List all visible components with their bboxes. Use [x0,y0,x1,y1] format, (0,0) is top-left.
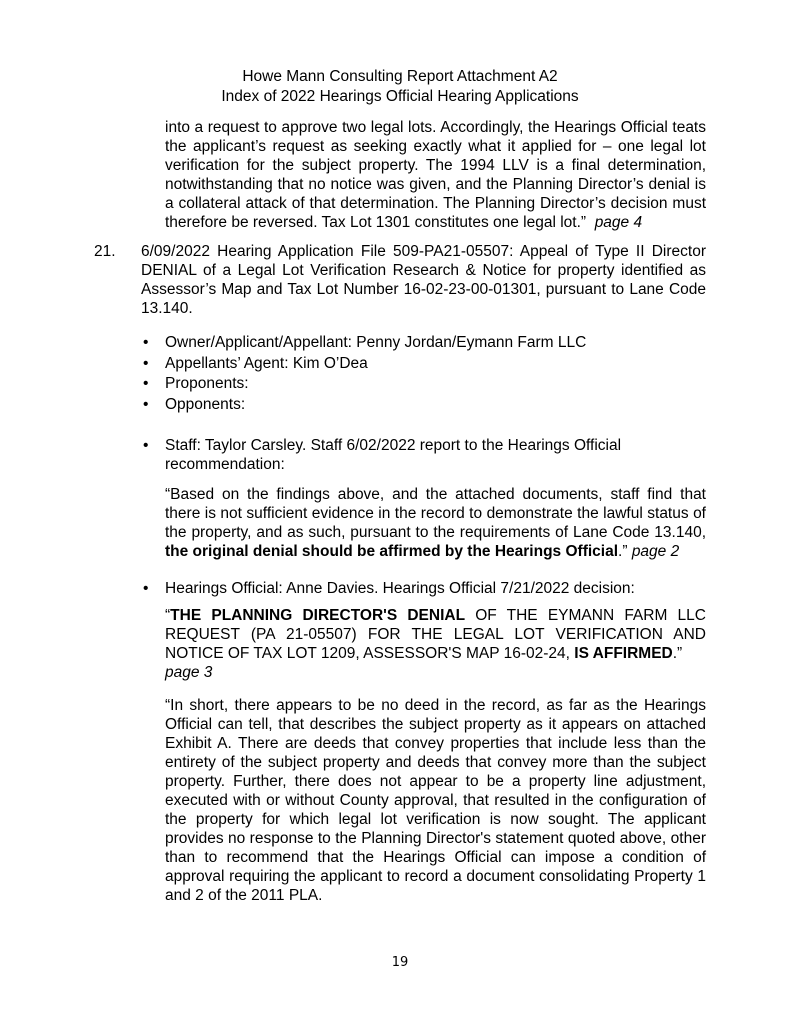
decision-quote-open: “ [165,607,171,624]
findings-quote: “In short, there appears to be no deed in the record, as far as the Hearings Official can tell, that describes the subject property as it appears on attached Exhibit A. There are deeds that convey properties that include less than the entirety of the subject property and deeds that convey more than the subject property. Further, there does not appear to be a property line adjustment, executed with or without County approval, that resulted in the configuration of the property for which legal lot verification is now sought. The applicant provides no response to the Planning Director's statement quoted above, other than to recommend that the Hearings Official can impose a condition of approval requiring the applicant to record a document consolidating Property 1 and 2 of the 2011 PLA. [165,697,706,904]
decision-page-ref: page 3 [165,664,213,681]
continued-quote [165,118,706,232]
document-header [0,67,800,107]
party-owner: • Owner/Applicant/Appellant: Penny Jordan/Eymann Farm LLC [140,333,586,354]
continued-quote-page-ref: page 4 [594,214,643,231]
party-agent: • Appellants’ Agent: Kim O’Dea [140,354,586,375]
continued-quote-text: into a request to approve two legal lots. Accordingly, the Hearings Official teats the applicant’s request as seeking exactly what it applied for – one legal lot verification for the subject property. The 1994 LLV is a final determination, notwithstanding that no notice was given, and the Planning Director’s denial is a collateral attack of that determination. The Planning Director’s decision must therefore be reversed. Tax Lot 1301 constitutes one legal lot.” [165,119,706,231]
staff-label: Staff: Taylor Carsley. Staff 6/02/2022 report to the Hearings Official recommendation: [165,437,622,473]
party-proponents: • Proponents: [140,374,586,395]
parties-list [140,333,586,415]
bullet-icon: • [143,437,149,454]
decision-quote-text: OF THE EYMANN FARM LLC REQUEST (PA 21-05507) FOR THE LEGAL LOT VERIFICATION AND NOTICE OF TAX LOT 1209, ASSESSOR'S MAP 16-02-24, [165,607,706,662]
staff-quote-bold: the original denial should be affirmed by the Hearings Official [165,543,619,560]
header-subtitle: Index of 2022 Hearings Official Hearing Applications [221,88,579,105]
decision-quote-end: .” [672,645,683,662]
hearings-official-label: Hearings Official: Anne Davies. Hearings Official 7/21/2022 decision: [165,580,635,597]
staff-quote-text: “Based on the findings above, and the attached documents, staff find that there is not sufficient evidence in the record to demonstrate the lawful status of the property, and as such, pursuant to the requirements of Lane Code 13.140, [165,486,706,541]
decision-quote [165,606,706,682]
header-title: Howe Mann Consulting Report Attachment A2 [242,68,558,85]
bullet-icon: • [143,580,149,597]
staff-page-ref: page 2 [631,543,680,560]
staff-quote-end: .” [618,543,628,560]
decision-quote-bold-1: THE PLANNING DIRECTOR'S DENIAL [170,607,466,624]
party-opponents: • Opponents: [140,395,586,416]
staff-quote [165,485,706,561]
item-description: 6/09/2022 Hearing Application File 509-PA21-05507: Appeal of Type II Director DENIAL of a Legal Lot Verification Research & Notice for property identified as Assessor’s Map and Tax Lot Number 16-02-23-00-01301, pursuant to Lane Code 13.140. [141,243,706,317]
page-number: 19 [391,955,409,970]
item-number: 21. [94,243,116,260]
decision-quote-bold-2: IS AFFIRMED [574,645,673,662]
